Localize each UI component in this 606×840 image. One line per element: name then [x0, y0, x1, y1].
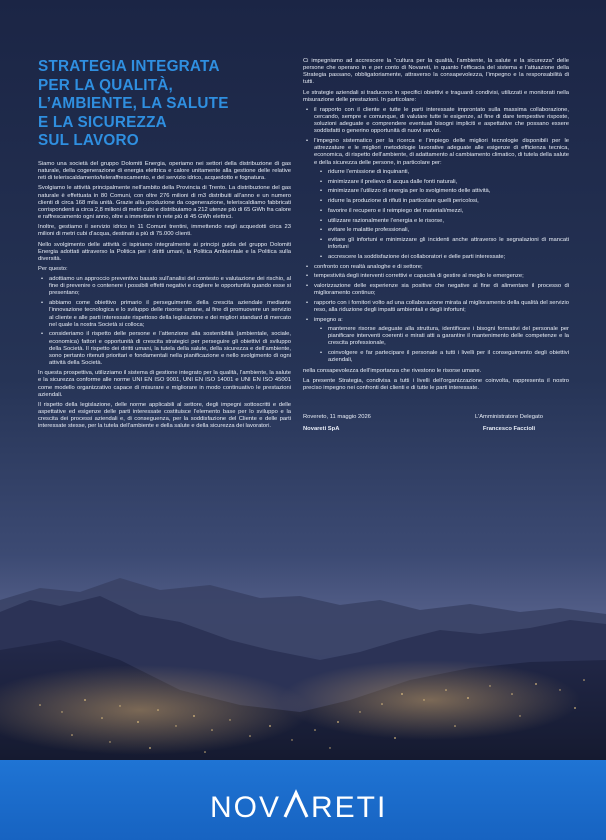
sub-list-item: • ridurre l’emissione di inquinanti,	[328, 169, 569, 176]
footer-bar	[0, 760, 606, 840]
sub-list-item: • mantenere risorse adeguate alla struttura, identificare i bisogni formativi del personale per pianificare interventi coerenti e mirati atti a garantire il mantenimento delle competenze e la crescita professionale,	[328, 326, 569, 347]
novareti-logo	[0, 760, 606, 840]
signer-name: Francesco Faccioli	[482, 426, 536, 433]
list-item: • abbiamo come obiettivo primario il perseguimento della crescita aziendale mediante l’innovazione tecnologica e lo sviluppo delle risorse umane, al fine di promuovere un servizio al cliente e alle parti interessate rispettoso della legislazione e dei migliori standard di mercato nel quale la nostra Società si colloca;	[49, 300, 291, 329]
list-item: • rapporto con i fornitori volto ad una collaborazione mirata al miglioramento della qualità del servizio reso, alla riduzione degli impatti ambientali e degli infortuni;	[314, 300, 569, 314]
sub-list-item: • favorire il recupero e il reimpiego dei materiali/mezzi,	[328, 208, 569, 215]
management-system-paragraph: In questa prospettiva, utilizziamo il sistema di gestione integrato per la qualità, l’ambiente, la salute e la sicurezza conforme alle norme UNI EN ISO 9001, UNI EN ISO 14001 e UNI EN ISO 45001 come modello organizzativo capace di misurare e migliorare in modo continuativo le prestazioni aziendali.	[38, 370, 291, 398]
strategies-paragraph: Le strategie aziendali si traducono in specifici obiettivi e traguardi condivisi, utilizzati e monitorati nella misurazione delle prestazioni. In particolare:	[303, 89, 569, 103]
signature-block	[303, 414, 569, 438]
awareness-paragraph: nella consapevolezza dell’importanza che rivestono le risorse umane.	[303, 367, 482, 374]
sub-list	[314, 169, 569, 261]
sub-list-item: • accrescere la soddisfazione dei collaboratori e delle parti interessate;	[328, 254, 569, 261]
signature-left	[303, 414, 423, 438]
list-item: • confronto con realtà analoghe e di settore;	[314, 264, 569, 271]
sub-list-item: • minimizzare il prelievo di acqua dalle fonti naturali,	[328, 179, 569, 186]
sub-list-item: • minimizzare l’utilizzo di energia per lo svolgimento delle attività,	[328, 188, 569, 195]
closing-paragraph: La presente Strategia, condivisa a tutti i livelli dell’organizzazione coinvolta, rappresenta il nostro preciso impegno nei confronti dei clienti e di tutte le parti interessate.	[303, 377, 569, 391]
logo-text-left: NOV	[209, 791, 281, 824]
sub-list-item: • utilizzare razionalmente l’energia e le risorse,	[328, 218, 569, 225]
activities-paragraph: Svolgiamo le attività principalmente nell’ambito della Provincia di Trento. La distribuzione del gas naturale è effettuata in 80 Comuni, con oltre 276 milioni di m3 distribuiti all’anno e un numero clienti di circa 168 mila unità. Grazie alla produzione da cogenerazione, teleriscaldiamo fabbricati corrispondenti a circa 2,8 milioni di metri cubi e distribuiamo a 212 utenze più di 65 GWh fra calore e raffrescamento ogni anno, oltre a immettere in rete più di 45 GWh elettrici.	[38, 185, 291, 221]
signature-right	[449, 414, 569, 438]
commitments-list	[38, 276, 291, 367]
place-date: Rovereto, 11 maggio 2026	[303, 414, 371, 420]
principles-paragraph: Nello svolgimento delle attività ci ispiriamo integralmente ai principi guida del gruppo Dolomiti Energia adottati attraverso la Politica per i diritti umani, la Politica Ambientale e la Politica sulla diversità.	[38, 241, 291, 262]
company-name: Novareti SpA	[303, 426, 340, 433]
list-item: • il rapporto con il cliente e tutte le parti interessate improntato sulla massima collaborazione, cercando, sempre e comunque, di valutare tutte le esigenze, al fine di dare tempestive risposte, soluzioni adeguate e comprendere eventuali bisogni impliciti e aspettative che possano essere soddisfatti o generino opportunità di nuovi servizi.	[314, 107, 569, 136]
list-item	[314, 138, 569, 261]
objectives-list	[303, 107, 569, 365]
logo-text-right: RETI	[311, 791, 388, 824]
left-column	[38, 58, 291, 433]
list-item: • consideriamo il rispetto delle persone e l’attenzione alla sostenibilità (ambientale, sociale, economica) fattori e opportunità di crescita strategici per perseguire gli obiettivi di sviluppo della Società. Il rispetto dei diritti umani, la tutela della salute, della sicurezza e dell’ambiente, sono pertanto ritenuti prioritari e fondamentali nella pianificazione e nello svolgimento di ogni attività della Società.	[49, 331, 291, 367]
list-item: • valorizzazione delle esperienze sia positive che negative al fine di alimentare il processo di miglioramento continuo;	[314, 283, 569, 297]
sub-list-item: • coinvolgere e far partecipare il personale a tutti i livelli per il conseguimento degli obiettivi aziendali,	[328, 350, 569, 364]
signer-role: L’Amministratore Delegato	[475, 414, 543, 420]
sub-list-item: • ridurre la produzione di rifiuti in particolare quelli pericolosi,	[328, 198, 569, 205]
right-column	[303, 58, 569, 438]
per-questo-label: Per questo:	[38, 266, 68, 272]
list-item-text: l’impegno sistematico per la ricerca e l’impiego delle migliori tecnologie disponibili per le attrezzature e le migliori metodologie lavorative adeguate alle esigenze di efficienza tecnica, economica, di rispetto dell’ambiente, di adattamento al cambiamento climatico, di tutela della salute e della sicurezza delle persone, in particolare per:	[314, 138, 569, 166]
list-item: • tempestività degli interventi correttivi e capacità di gestire al meglio le emergenze;	[314, 273, 569, 280]
sub-list	[314, 326, 569, 364]
list-item-text: impegno a:	[314, 317, 343, 323]
page-title: STRATEGIA INTEGRATA PER LA QUALITÀ, L’AMBIENTE, LA SALUTE E LA SICUREZZA SUL LAVORO	[38, 58, 229, 150]
sub-list-item: • evitare le malattie professionali,	[328, 227, 569, 234]
list-item	[314, 317, 569, 365]
water-service-paragraph: Inoltre, gestiamo il servizio idrico in 11 Comuni trentini, immettendo negli acquedotti circa 23 milioni di metri cubi d’acqua, destinati a più di 75.000 clienti.	[38, 224, 291, 238]
culture-paragraph: Ci impegniamo ad accrescere la “cultura per la qualità, l’ambiente, la salute e la sicurezza” delle persone che operano in e per conto di Novareti, in quanto l’efficacia del sistema e l’attuazione della Strategia passano, obbligatoriamente, attraverso la consapevolezza, l’impegno e la responsabilità di tutti.	[303, 58, 569, 86]
legislation-paragraph: Il rispetto della legislazione, delle norme applicabili al settore, degli impegni sottoscritti e delle aspettative ed esigenze delle parti interessate costituisce l’elemento base per lo sviluppo e la crescita dei processi aziendali e, di conseguenza, per la soddisfazione del Cliente e delle parti interessate stesse, per la tutela dell’ambiente e della salute e della sicurezza dei lavoratori.	[38, 401, 291, 430]
list-item: • adottiamo un approccio preventivo basato sull’analisi del contesto e valutazione dei rischio, al fine di prevenire o contenere i possibili effetti negativi e cogliere le opportunità quando esse si presentano;	[49, 276, 291, 297]
sub-list-item: • evitare gli infortuni e minimizzare gli incidenti anche attraverso le segnalazioni di mancati infortuni	[328, 237, 569, 251]
intro-paragraph: Siamo una società del gruppo Dolomiti Energia, operiamo nei settori della distribuzione di gas naturale, della cogenerazione di energia elettrica e calore unitamente alla gestione delle relative reti di teleriscaldamento/teleraffrescamento, e del servizio idrico, acquedotto e fognatura.	[38, 160, 291, 182]
